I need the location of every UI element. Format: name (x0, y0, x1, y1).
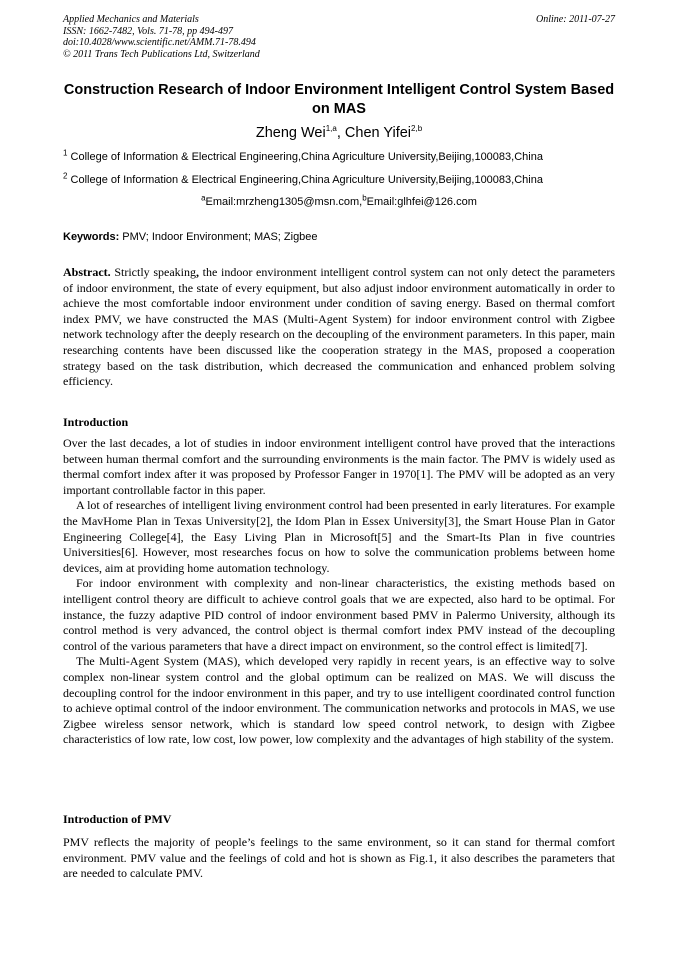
keywords-label: Keywords: (63, 231, 120, 243)
author-1-superscript: 1,a (325, 124, 337, 134)
paper-title: Construction Research of Indoor Environment Intelligent Control System Based on MAS (63, 82, 615, 117)
author-line (63, 124, 615, 142)
author-separator: , (336, 125, 345, 141)
introduction-body (63, 436, 615, 748)
abstract-label: Abstract. (63, 265, 111, 279)
abstract-text-rest: the indoor environment intelligent control system can not only detect the parameters of indoor environment, the state of every equipment, but also adjust indoor environment automatically in order to achieve the most comfortable indoor environment under condition of saving energy. Based on thermal comfort index PMV, we have constructed the MAS (Multi-Agent System) for indoor environment control with Zigbee network technology after the deeply research on the decoupling of the environment parameters. In this paper, main researching contents have been discussed like the cooperation strategy in the MAS, proposed a cooperation strategy based on the task distribution, which decreased the communication and enhanced problem solving efficiency. (63, 265, 615, 389)
abstract (63, 265, 615, 390)
issn-line: ISSN: 1662-7482, Vols. 71-78, pp 494-497 (63, 25, 233, 37)
email-a-text: Email:mrzheng1305@msn.com, (205, 196, 363, 208)
email-b-text: Email:glhfei@126.com (366, 196, 477, 208)
journal-header (63, 14, 615, 60)
introduction-paragraph-1: Over the last decades, a lot of studies in indoor environment intelligent control have proved that the interactions between human thermal comfort and the surrounding environments is the main factor. The PMV is widely used as thermal comfort index after it was proposed by Professor Fanger in 1970[1]. The PMV will be adopted as an very important controllable factor in this paper. (63, 436, 615, 497)
affiliation-2-text: College of Information & Electrical Engineering,China Agriculture University,Beijing,100083,China (67, 174, 543, 186)
author-1-name: Zheng Wei (255, 125, 326, 141)
journal-name: Applied Mechanics and Materials (63, 14, 199, 25)
copyright-line: © 2011 Trans Tech Publications Ltd, Switzerland (63, 48, 260, 60)
email-line (63, 195, 615, 209)
introduction-paragraph-4: The Multi-Agent System (MAS), which developed very rapidly in recent years, is an effective way to solve complex non-linear system control and the global optimum can be realized on MAS. We will discuss the decoupling control for the indoor environment in this paper, and try to use intelligent coordinated control function to achieve optimal control of the indoor environment. The communication networks and protocols in MAS, we use Zigbee wireless sensor network, which is standard low speed control network, to design with Zigbee characteristics of low rate, low cost, low power, low complexity and the advantages of high stability of the system. (63, 654, 615, 747)
online-date: Online: 2011-07-27 (536, 14, 615, 25)
affiliation-2-marker: 2 (63, 171, 68, 181)
keywords (63, 230, 615, 244)
abstract-bold-comma: , (196, 265, 199, 279)
introduction-paragraph-2: A lot of researches of intelligent living environment control had been presented in early literatures. For example the MavHome Plan in Texas University[2], the Idom Plan in Essex University[3], the Smart House Plan in Gator Engineering College[4], the Easy Living Plan in Microsoft[5] and the Smart-Its Plan in five countries Universities[6]. However, most researches focus on how to solve the communication problems between home devices, aim at providing home automation technology. (63, 498, 615, 575)
section-heading-pmv: Introduction of PMV (63, 812, 172, 826)
introduction-paragraph-3: For indoor environment with complexity and non-linear characteristics, the existing methods based on intelligent control theory are difficult to achieve control goals that we are expected, also hard to be optimal. For instance, the fuzzy adaptive PID control of indoor environment based PMV in Palermo University, although its control method is very advanced, the control object is thermal comfort index PMV instead of the decoupling control of the various parameters that have a direct impact on environment, so the control effect is limited[7]. (63, 576, 615, 653)
affiliation-2 (63, 173, 623, 187)
email-a-marker: a (201, 193, 206, 203)
email-b-marker: b (362, 193, 367, 203)
author-2-name: Chen Yifei (344, 125, 412, 141)
pmv-paragraph-1: PMV reflects the majority of people’s feelings to the same environment, so it can stand for thermal comfort environment. PMV value and the feelings of cold and hot is shown as Fig.1, it also describes the parameters that are needed to calculate PMV. (63, 835, 615, 881)
author-2-superscript: 2,b (411, 124, 423, 134)
affiliation-1-marker: 1 (63, 148, 68, 158)
abstract-text-start: Strictly speaking (110, 265, 196, 279)
pmv-body (63, 835, 615, 882)
section-heading-introduction: Introduction (63, 415, 129, 429)
affiliation-1 (63, 150, 623, 164)
keywords-text: PMV; Indoor Environment; MAS; Zigbee (119, 231, 318, 243)
affiliation-1-text: College of Information & Electrical Engineering,China Agriculture University,Beijing,100083,China (67, 151, 543, 163)
doi-line: doi:10.4028/www.scientific.net/AMM.71-78.494 (63, 37, 256, 48)
